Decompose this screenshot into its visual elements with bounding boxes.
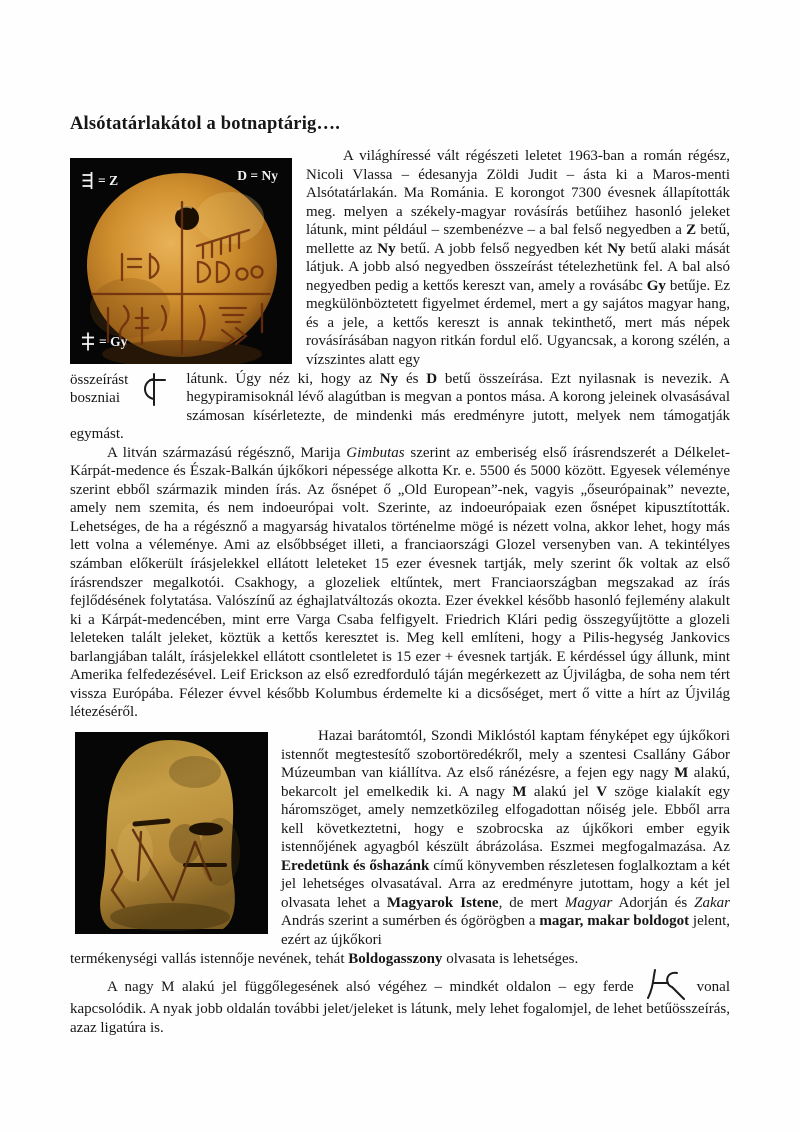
rovas-z-rune-icon: [81, 171, 94, 190]
disc-label-z: [81, 171, 118, 190]
paragraph-m-sign: A nagy M alakú jel függőlegesének alsó végéhez – mindkét oldalon – egy ferde vonal kapcsolódik. A nyak jobb oldalán további jelet/jeleket is látunk, mely lehet fogalomjel, de lehet betűösszeírás, azaz ligatúra is.: [70, 968, 730, 1037]
disc-label-gy-text: = Gy: [99, 333, 128, 349]
page-title: Alsótatárlakátol a botnaptárig….: [70, 114, 341, 134]
nyilas-ligature-icon: [139, 371, 166, 408]
tartaria-disc-photo: [70, 158, 292, 364]
ligature-inset: [70, 371, 166, 408]
paragraph-intro: A világhíressé vált régészeti leletet 1963-ban a román régész, Nicoli Vlassa – édesanyja Zöldi Judit – ásta ki a Maros-menti Alsótatárlakán. Ma Románia. E korongot 7300 évesnek állapították meg. melyen a székely-magyar rovásírás betűihez hasonló jeleket látunk, mint például – szembenézve – a bal felső negyedben a Z betű, mellette az Ny betű. A jobb felső negyedben két Ny betű alaki mását látjuk. A jobb alsó negyedben összeírást tételezhetünk fel. A bal alsó negyedben pedig a kettős kereszt van, amely a rovásábc Gy betűje. Ez megkülönböztetett figyelmet érdemel, mert a gy sajátos magyar hang, és a jele, a kettős kereszt is annak tekinthető, mert más népek rovásírásában nagyon ritkán fordul elő. Ugyancsak, a korong szélén, a vízszintes alatt egy: [306, 148, 730, 369]
disc-label-z-text: = Z: [98, 172, 119, 188]
paragraph-ligature: [70, 370, 730, 444]
disc-label-d-ny: D = Ny: [237, 168, 278, 183]
head-sculpture-illustration: [75, 732, 268, 934]
paragraph-boldogasszony: termékenységi vallás istennője nevének, tehát Boldogasszony olvasata is lehetséges.: [70, 950, 579, 967]
paragraph-head: Hazai barátomtól, Szondi Miklóstól kaptam fényképet egy újkőkori istennőt megtestesítő szobortöredékről, mely a szentesi Csallány Gábor Múzeumban van kiállítva. Az első ránézésre, a fejen egy nagy M alakú, bekarcolt jel emelkedik ki. A nagy M alakú jel V szöge kialakít egy háromszöget, amely nemzetközileg elfogadottan nőiség jele. Ebből arra kell következtetni, hogy e szobrocska az újkőkori ember egyik istennőjének agyagból készült ábrázolása. Eszmei megfogalmazása. Az Eredetünk és őshazánk című könyvemben részletesen foglalkoztam a két jel lehetséges olvasatával. Arra az eredményre jutottam, hogy a két jel olvasata lehet a Magyarok Istene, de mert Magyar Adorján és Zakar András szerint a sumérben és ógörögben a magar, makar boldogot jelent, ezért az újkőkori: [281, 727, 731, 948]
inset-word-1: összeírást: [70, 371, 129, 388]
ferde-line-ligature-icon: [644, 968, 686, 1000]
inset-word-2: boszniai: [70, 390, 120, 407]
paragraph-gimbutas: A litván származású régésznő, Marija Gimbutas szerint az emberiség első írásrendszerét a Délkelet-Kárpát-medence és Észak-Balkán újkőkori népessége alkotta Kr. e. 5500 és 5000 között. Egyesek véleménye szerint ebből származik minden írás. Az ősnépet ő „Old European”-nek, vagyis „őseurópainak” nevezte, amely nem szemita, és nem indoeurópai volt. Szerinte, az indoeurópaiak ezen ősnépet kipusztították. Lehetséges, de ha a régésznő a magyarság hivatalos történelme mögé is nézett volna, akkor lehet, hogy más lett volna a véleménye. Ami az elsőbbséget illeti, a franciaországi Glozel versenyben van. A tekintélyes számban előkerült írásjelekkel ellátott leleteket 15 ezer évesnek tartják, mely szerint ők voltak az első írásrendszer megalkotói. Csakhogy, a glozeliek eltűntek, mert Franciaországban megszakad az írás fejlődésének folytatása. Valószínű az éghajlatváltozás okozta. Ezer évekkel később hasonló fejlemény alakult ki a Kárpát-medencében, mint erre Varga Csaba felfigyelt. Friedrich Klári pedig összegyűjtötte a glozeli leleteken talált jeleket, köztük a kettős keresztet is. Meg kell említeni, hogy a Pilis-hegység Jankovics barlangjában talált, írásjelekkel ellátott csontleletet is 15 ezer + évesnek tartják. E kérdéssel úgy állunk, mint Amerika felfedezésével. Leif Erickson az első ezredforduló táján megérkezett az Újvilágba, de soha nem tért vissza Európába. Félezer évvel később Kolumbus érdemelte ki a dicsőséget, mert ő vitte a hírt az Újvilág létezéséről.: [70, 444, 730, 721]
goddess-head-photo: [75, 732, 268, 934]
disc-label-gy: [81, 332, 127, 351]
section-head: [70, 727, 730, 950]
section-disc: [70, 147, 730, 370]
paragraph-ligature-text: látunk. Úgy néz ki, hogy az Ny és D betű összeírása. Ezt nyilasnak is nevezik. A hegypiramisoknál lévő alagútban is megvan a pontos mása. A korong jeleinek olvasásával számosan kísérletezte, de mindenki más eredményre jutott, melyek nem támogatják egymást.: [70, 370, 730, 443]
double-cross-gy-rune-icon: [81, 332, 95, 351]
ligature-inset-words: [70, 371, 128, 408]
